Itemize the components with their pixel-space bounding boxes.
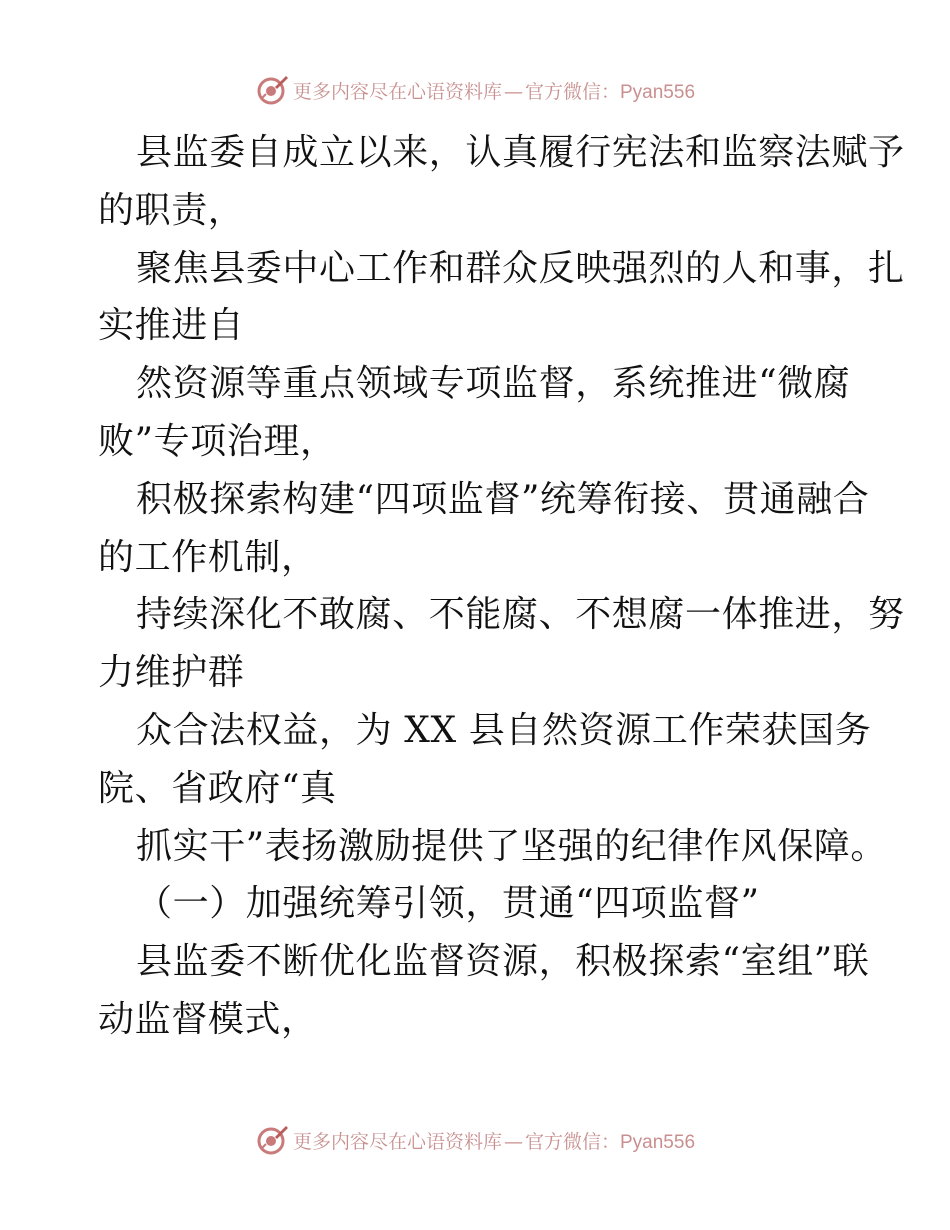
watermark-account: Pyan556 bbox=[620, 81, 696, 103]
document-body bbox=[98, 124, 905, 1049]
text-line: 然资源等重点领域专项监督，系统推进“微腐 bbox=[136, 363, 851, 405]
text-line: 县监委自成立以来，认真履行宪法和监察法赋予 bbox=[136, 132, 905, 173]
watermark-dash: — bbox=[503, 80, 523, 103]
text-line: 积极探索构建“四项监督”统筹衔接、贯通融合 bbox=[136, 478, 870, 520]
text-line: 持续深化不敢腐、不能腐、不想腐一体推进，努 bbox=[136, 594, 905, 636]
text-line: 动监督模式， bbox=[98, 998, 318, 1040]
text-line: 县监委不断优化监督资源，积极探索“室组”联 bbox=[136, 941, 870, 983]
text-line: 力维护群 bbox=[98, 652, 245, 694]
seal-pen-icon bbox=[255, 73, 289, 107]
text-line: 抓实干”表扬激励提供了坚强的纪律作风保障。 bbox=[136, 825, 888, 867]
watermark-text bbox=[293, 77, 695, 104]
watermark-label: 官方微信： bbox=[524, 1130, 620, 1153]
text-line: 的职责， bbox=[98, 189, 245, 231]
text-line: 败”专项治理， bbox=[98, 420, 337, 462]
watermark-site-text: 更多内容尽在心语资料库 bbox=[292, 80, 502, 103]
text-line: 的工作机制， bbox=[98, 536, 318, 578]
seal-pen-icon bbox=[255, 1123, 289, 1157]
watermark-dash: — bbox=[503, 1130, 523, 1153]
text-line: 实推进自 bbox=[98, 305, 245, 347]
watermark-site-text: 更多内容尽在心语资料库 bbox=[292, 1130, 502, 1153]
text-line: 众合法权益，为 XX 县自然资源工作荣获国务 bbox=[136, 709, 872, 751]
text-line: 院、省政府“真 bbox=[98, 767, 337, 809]
watermark-text bbox=[293, 1127, 695, 1154]
footer-watermark bbox=[0, 1120, 950, 1160]
section-heading: （一）加强统筹引领，贯通“四项监督” bbox=[136, 883, 760, 925]
watermark-account: Pyan556 bbox=[620, 1131, 696, 1153]
watermark-label: 官方微信： bbox=[524, 80, 620, 103]
text-line: 聚焦县委中心工作和群众反映强烈的人和事，扎 bbox=[136, 247, 905, 289]
header-watermark bbox=[0, 70, 950, 110]
